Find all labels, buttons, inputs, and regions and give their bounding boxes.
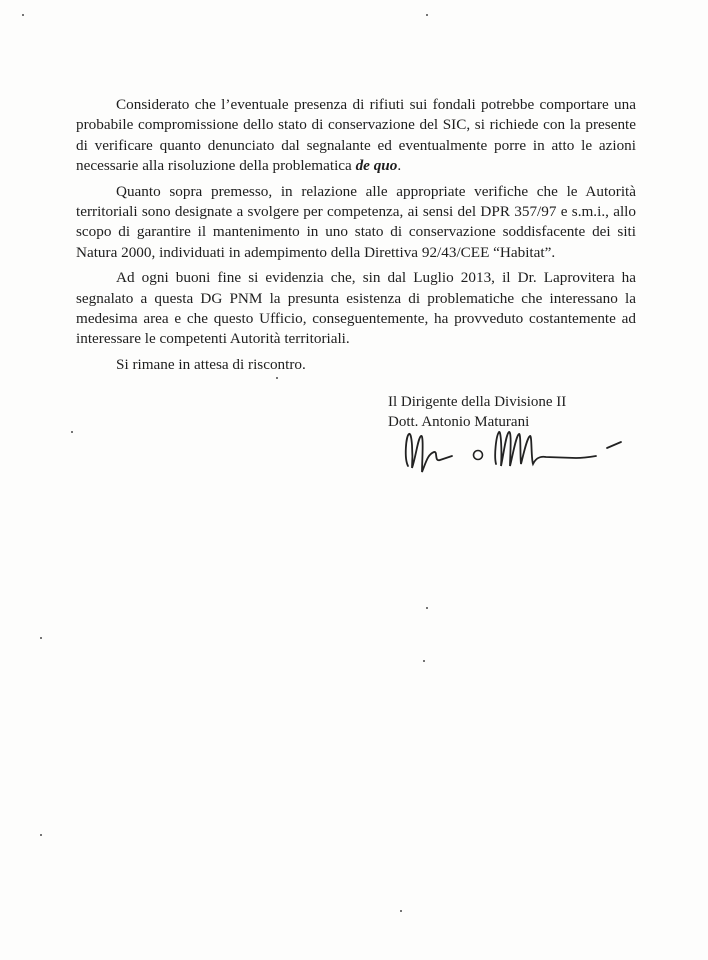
signatory-role: Il Dirigente della Divisione II [388, 394, 567, 410]
scan-speck [426, 607, 428, 609]
letter-body [76, 95, 636, 375]
scan-speck [400, 910, 402, 912]
scan-speck [276, 377, 278, 379]
paragraph-premise: Quanto sopra premesso, in relazione alle appropriate verifiche che le Autorità territoriali sono designate a svolgere per competenza, ai sensi del DPR 357/97 e s.m.i., allo scopo di garantire il mantenimento in uno stato di conservazione soddisfacente dei siti Natura 2000, individuati in adempimento della Direttiva 92/43/CEE “Habitat”. [76, 182, 636, 261]
paragraph-request-text: Considerato che l’eventuale presenza di rifiuti sui fondali potrebbe comportare una probabile compromissione dello stato di conservazione del SIC, si richiede con la presente di verificare quanto denunciato dal segnalante ed eventualmente porre in atto le azioni necessarie alla risoluzione della problematica [76, 96, 636, 175]
scan-speck [40, 834, 42, 836]
paragraph-request-end: . [397, 157, 402, 175]
signatory-name: Dott. Antonio Maturani [388, 414, 530, 430]
paragraph-closing: Si rimane in attesa di riscontro. [116, 355, 306, 373]
scan-speck [40, 637, 42, 639]
scan-speck [22, 14, 24, 16]
scan-speck [71, 431, 73, 433]
scan-speck [426, 14, 428, 16]
paragraph-request-latin: de quo [355, 157, 398, 175]
paragraph-evidence: Ad ogni buoni fine si evidenzia che, sin dal Luglio 2013, il Dr. Laprovitera ha segnalato a questa DG PNM la presunta esistenza di problematiche che interessano la medesima area e che questo Ufficio, conseguentemente, ha provveduto costantemente ad interessare le competenti Autorità territoriali. [76, 269, 636, 348]
handwritten-signature [400, 418, 630, 482]
scan-speck [423, 660, 425, 662]
paragraph-request [76, 95, 636, 177]
